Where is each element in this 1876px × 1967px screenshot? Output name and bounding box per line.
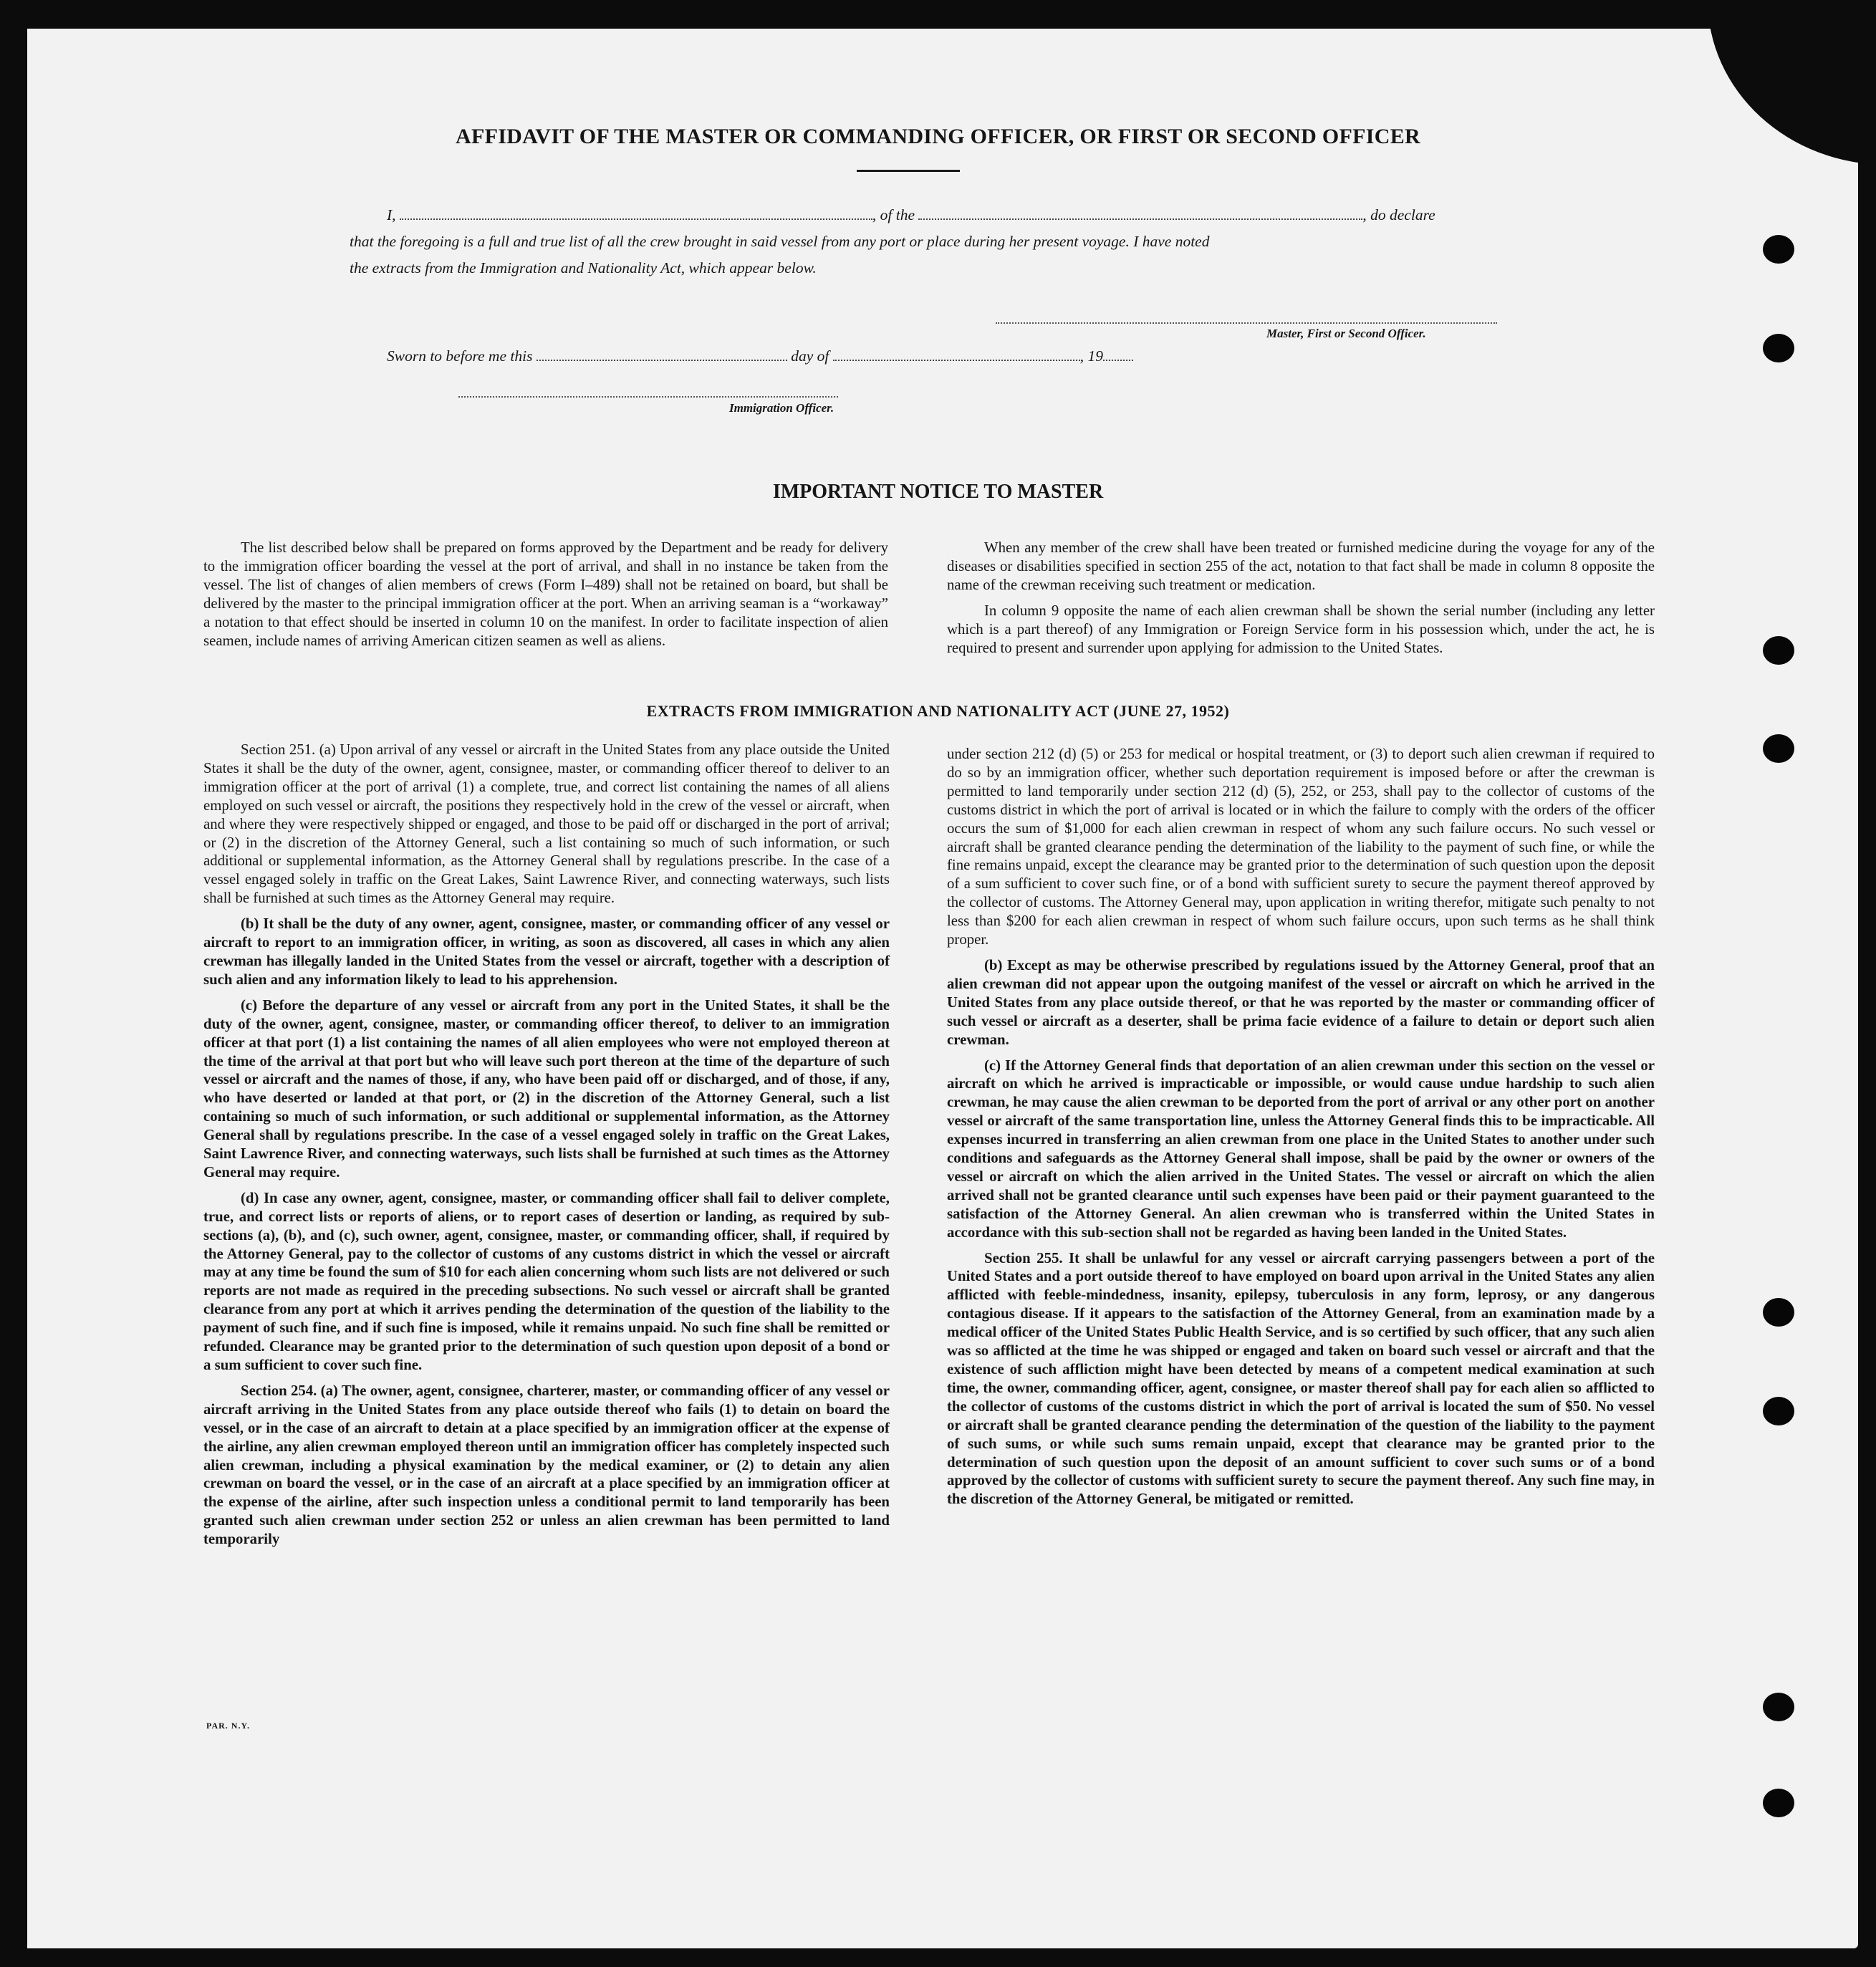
day-of-label: day of	[791, 347, 829, 365]
year-label: , 19	[1079, 347, 1103, 365]
title-rule	[857, 170, 960, 172]
sworn-month-field[interactable]	[833, 347, 1080, 361]
binder-hole	[1763, 1789, 1794, 1817]
notice-left-paragraph: The list described below shall be prepared on forms approved by the Department and be ready for delivery to the immigration officer boarding the vessel at the port of arrival, and shall in no instance be taken from the vessel. The list of changes of alien members of crews (Form I–489) shall not be retained on board, but shall be delivered by the master to the principal immigration officer at the port. When an arriving seaman is a “workaway” a notation to that effect should be inserted in column 10 on the manifest. In order to facilitate inspection of alien seamen, include names of arriving American citizen seamen as well as aliens.	[203, 539, 888, 649]
extracts-right-column	[947, 745, 1655, 1516]
sworn-line	[387, 347, 1133, 365]
master-signature-line[interactable]	[996, 322, 1497, 324]
section-251-c: (c) Before the departure of any vessel or aircraft from any port in the United States, it shall be the duty of the owner, agent, consignee, master, or commanding officer thereof, to deliver to an immigration officer at that port (1) a list containing the names of all alien employees who were not employed thereon at the time of the arrival at that port but who will leave such port thereon at the time of the departure of such vessel or aircraft and the names of those, if any, who have been paid off or discharged, and of those, if any, who have deserted or landed at that port, or (2) in the discretion of the Attorney General, such a list containing so much of such information, or such additional or supplemental information, as the Attorney General shall by regulations prescribe. In the case of a vessel engaged solely in traffic on the Great Lakes, Saint Lawrence River, and connecting waterways, such lists shall be furnished at such times as the Attorney General may require.	[203, 996, 890, 1180]
declarant-name-field[interactable]	[400, 206, 872, 220]
notice-right-paragraph-1: When any member of the crew shall have been treated or furnished medicine during the voyage for any of the diseases or disabilities specified in section 255 of the act, notation to that fact shall be made in column 8 opposite the name of the crewman receiving such treatment or medication.	[947, 539, 1655, 593]
binder-hole	[1763, 1693, 1794, 1721]
declare-i-label: I,	[387, 206, 396, 223]
section-254-b: (b) Except as may be otherwise prescribed by regulations issued by the Attorney General, proof that an alien crewman did not appear upon the outgoing manifest of the vessel or aircraft on which he arrived in the United States from any place outside thereof, or that he was reported by the master or commanding officer of such vessel or aircraft as a deserter, shall be prima facie evidence of a failure to detain or deport such alien crewman.	[947, 956, 1655, 1048]
notice-right-paragraph-2: In column 9 opposite the name of each alien crewman shall be shown the serial number (including any letter which is a part thereof) of any Immigration or Foreign Service form in his possession which, under the act, he is required to present and surrender upon applying for admission to the United States.	[947, 602, 1655, 656]
sworn-year-field[interactable]	[1103, 347, 1133, 361]
declare-line-3: the extracts from the Immigration and Nationality Act, which appear below.	[350, 259, 817, 276]
binder-hole	[1763, 1397, 1794, 1425]
affidavit-title: AFFIDAVIT OF THE MASTER OR COMMANDING OFFICER, OR FIRST OR SECOND OFFICER	[455, 125, 1420, 148]
section-251-a: Section 251. (a) Upon arrival of any vessel or aircraft in the United States from any place outside the United States it shall be the duty of the owner, agent, consignee, master, or commanding officer thereof to deliver to an immigration officer at the port of arrival (1) a complete, true, and correct list containing the names of all aliens employed on such vessel or aircraft, the positions they respectively hold in the crew of the vessel or aircraft, when and where they were respectively shipped or engaged, and those to be paid off or discharged in the port of arrival; or (2) in the discretion of the Attorney General, such a list containing so much of such information, or such additional or supplemental information, as the Attorney General shall by regulations prescribe. In the case of a vessel engaged solely in traffic on the Great Lakes, Saint Lawrence River, and connecting waterways, such lists shall be furnished at such times as the Attorney General may require.	[203, 741, 890, 907]
sworn-label: Sworn to before me this	[387, 347, 533, 365]
officer-signature-line[interactable]	[458, 396, 838, 398]
declare-line-2: that the foregoing is a full and true list of all the crew brought in said vessel from any port or place during her present voyage. I have noted	[350, 233, 1210, 250]
declare-line-1	[387, 206, 1435, 224]
binder-hole	[1763, 734, 1794, 763]
extracts-left-column	[203, 741, 890, 1556]
binder-hole	[1763, 1298, 1794, 1327]
binder-hole	[1763, 636, 1794, 665]
master-signature-label: Master, First or Second Officer.	[1266, 327, 1426, 340]
section-254-c: (c) If the Attorney General finds that deportation of an alien crewman under this section on the vessel or aircraft on which he arrived is impracticable or impossible, or would cause undue hardship to such alien crewman, he may cause the alien crewman to be deported from the port of arrival or any other port on another vessel or aircraft of the same transportation line, unless the Attorney General finds this to be impracticable. All expenses incurred in transferring an alien crewman from one place in the United States to another under such conditions and safeguards as the Attorney General shall impose, shall be paid by the owner or owners of the vessel or aircraft on which the alien arrived in the United States. The vessel or aircraft on which the alien arrived shall not be granted clearance until such expenses have been paid or their payment guaranteed to the satisfaction of the Attorney General. An alien crewman who is transferred within the United States in accordance with this sub-section shall not be regarded as having been landed in the United States.	[947, 1057, 1655, 1241]
section-255: Section 255. It shall be unlawful for any vessel or aircraft carrying passengers between a port of the United States and a port outside thereof to have employed on board upon arrival in the United States any alien afflicted with feeble-mindedness, insanity, epilepsy, tuberculosis in any form, leprosy, or any dangerous contagious disease. If it appears to the satisfaction of the Attorney General, from an examination made by a medical officer of the United States Public Health Service, and is so certified by such officer, that any such alien was so afflicted at the time he was shipped or engaged and taken on board such vessel or aircraft and that the existence of such affliction might have been detected by means of a competent medical examination at such time, the owner, commanding officer, agent, consignee, or master thereof shall pay for each alien so afflicted to the collector of customs of the customs district in which the port of arrival is located the sum of $50. No vessel or aircraft shall be granted clearance pending the determination of the question of the liability to the payment of such sums, or while such sums remain unpaid, except that clearance may be granted prior to the determination of such question upon the deposit of an amount sufficient to cover such sums or of a bond approved by the collector of customs with sufficient surety to secure the payment thereof. Any such fine may, in the discretion of the Attorney General, be mitigated or remitted.	[947, 1249, 1655, 1508]
sworn-day-field[interactable]	[537, 347, 787, 361]
section-251-d: (d) In case any owner, agent, consignee, master, or commanding officer shall fail to deliver complete, true, and correct lists or reports of aliens, or to report cases of desertion or landing, as required by sub-sections (a), (b), and (c), such owner, agent, consignee, master, or commanding officer, shall, if required by the Attorney General, pay to the collector of customs of any customs district in which the vessel or aircraft may at any time be found the sum of $10 for each alien concerning whom such lists are not delivered or such reports are not made as required in the preceding subsections. No such vessel or aircraft shall be granted clearance from any port at which it arrives pending the determination of the question of the liability to the payment of such fine, and if such fine is imposed, while it remains unpaid. No such fine shall be remitted or refunded. Clearance may be granted prior to the determination of such question upon deposit of a bond or a sum sufficient to cover such fine.	[203, 1189, 890, 1373]
binder-hole	[1763, 235, 1794, 264]
printer-mark: PAR. N.Y.	[206, 1721, 251, 1731]
notice-left-column	[203, 539, 888, 657]
declare-do-declare-label: , do declare	[1362, 206, 1435, 223]
notice-right-column	[947, 539, 1655, 664]
section-251-b: (b) It shall be the duty of any owner, agent, consignee, master, or commanding officer of any vessel or aircraft to report to an immigration officer, in writing, as soon as discovered, all cases in which any alien crewman has illegally landed in the United States from the vessel or aircraft, together with a description of such alien and any information likely to lead to his apprehension.	[203, 915, 890, 988]
vessel-name-field[interactable]	[918, 206, 1362, 220]
officer-signature-label: Immigration Officer.	[729, 401, 834, 415]
notice-title: IMPORTANT NOTICE TO MASTER	[772, 481, 1104, 503]
extracts-title: EXTRACTS FROM IMMIGRATION AND NATIONALITY ACT (JUNE 27, 1952)	[646, 702, 1230, 720]
section-254-a: Section 254. (a) The owner, agent, consignee, charterer, master, or commanding officer of any vessel or aircraft arriving in the United States from any place outside thereof who fails (1) to detain on board the vessel, or in the case of an aircraft to detain at a place specified by an immigration officer at the expense of the airline, any alien crewman employed thereon until an immigration officer has completely inspected such alien crewman, including a physical examination by the medical examiner, or (2) to detain any alien crewman on board the vessel, or in the case of an aircraft at a place specified by an immigration officer at the expense of the airline, after such inspection unless a conditional permit to land temporarily has been granted such alien crewman under section 252 or unless an alien crewman has been permitted to land temporarily	[203, 1382, 890, 1548]
declare-of-the-label: , of the	[872, 206, 915, 223]
binder-hole	[1763, 334, 1794, 362]
section-254-a-continued: under section 212 (d) (5) or 253 for medical or hospital treatment, or (3) to deport such alien crewman if required to do so by an immigration officer, whether such deportation requirement is imposed before or after the crewman is permitted to land temporarily under section 212 (d) (5), 252, or 253, shall pay to the collector of customs of the customs district in which the port of arrival is located or in which the failure to comply with the orders of the officer occurs the sum of $1,000 for each alien crewman in respect of whom any such failure occurs. No such vessel or aircraft shall be granted clearance pending the determination of the liability to the payment of such fine, or while the fine remains unpaid, except the clearance may be granted prior to the determination of such question upon the deposit of a sum sufficient to cover such fine, or of a bond with sufficient surety to secure the payment thereof approved by the collector of customs. The Attorney General may, upon application in writing therefor, mitigate such penalty to not less than $200 for each alien crewman in respect of whom such failure occurs, upon such terms as he shall think proper.	[947, 746, 1655, 948]
